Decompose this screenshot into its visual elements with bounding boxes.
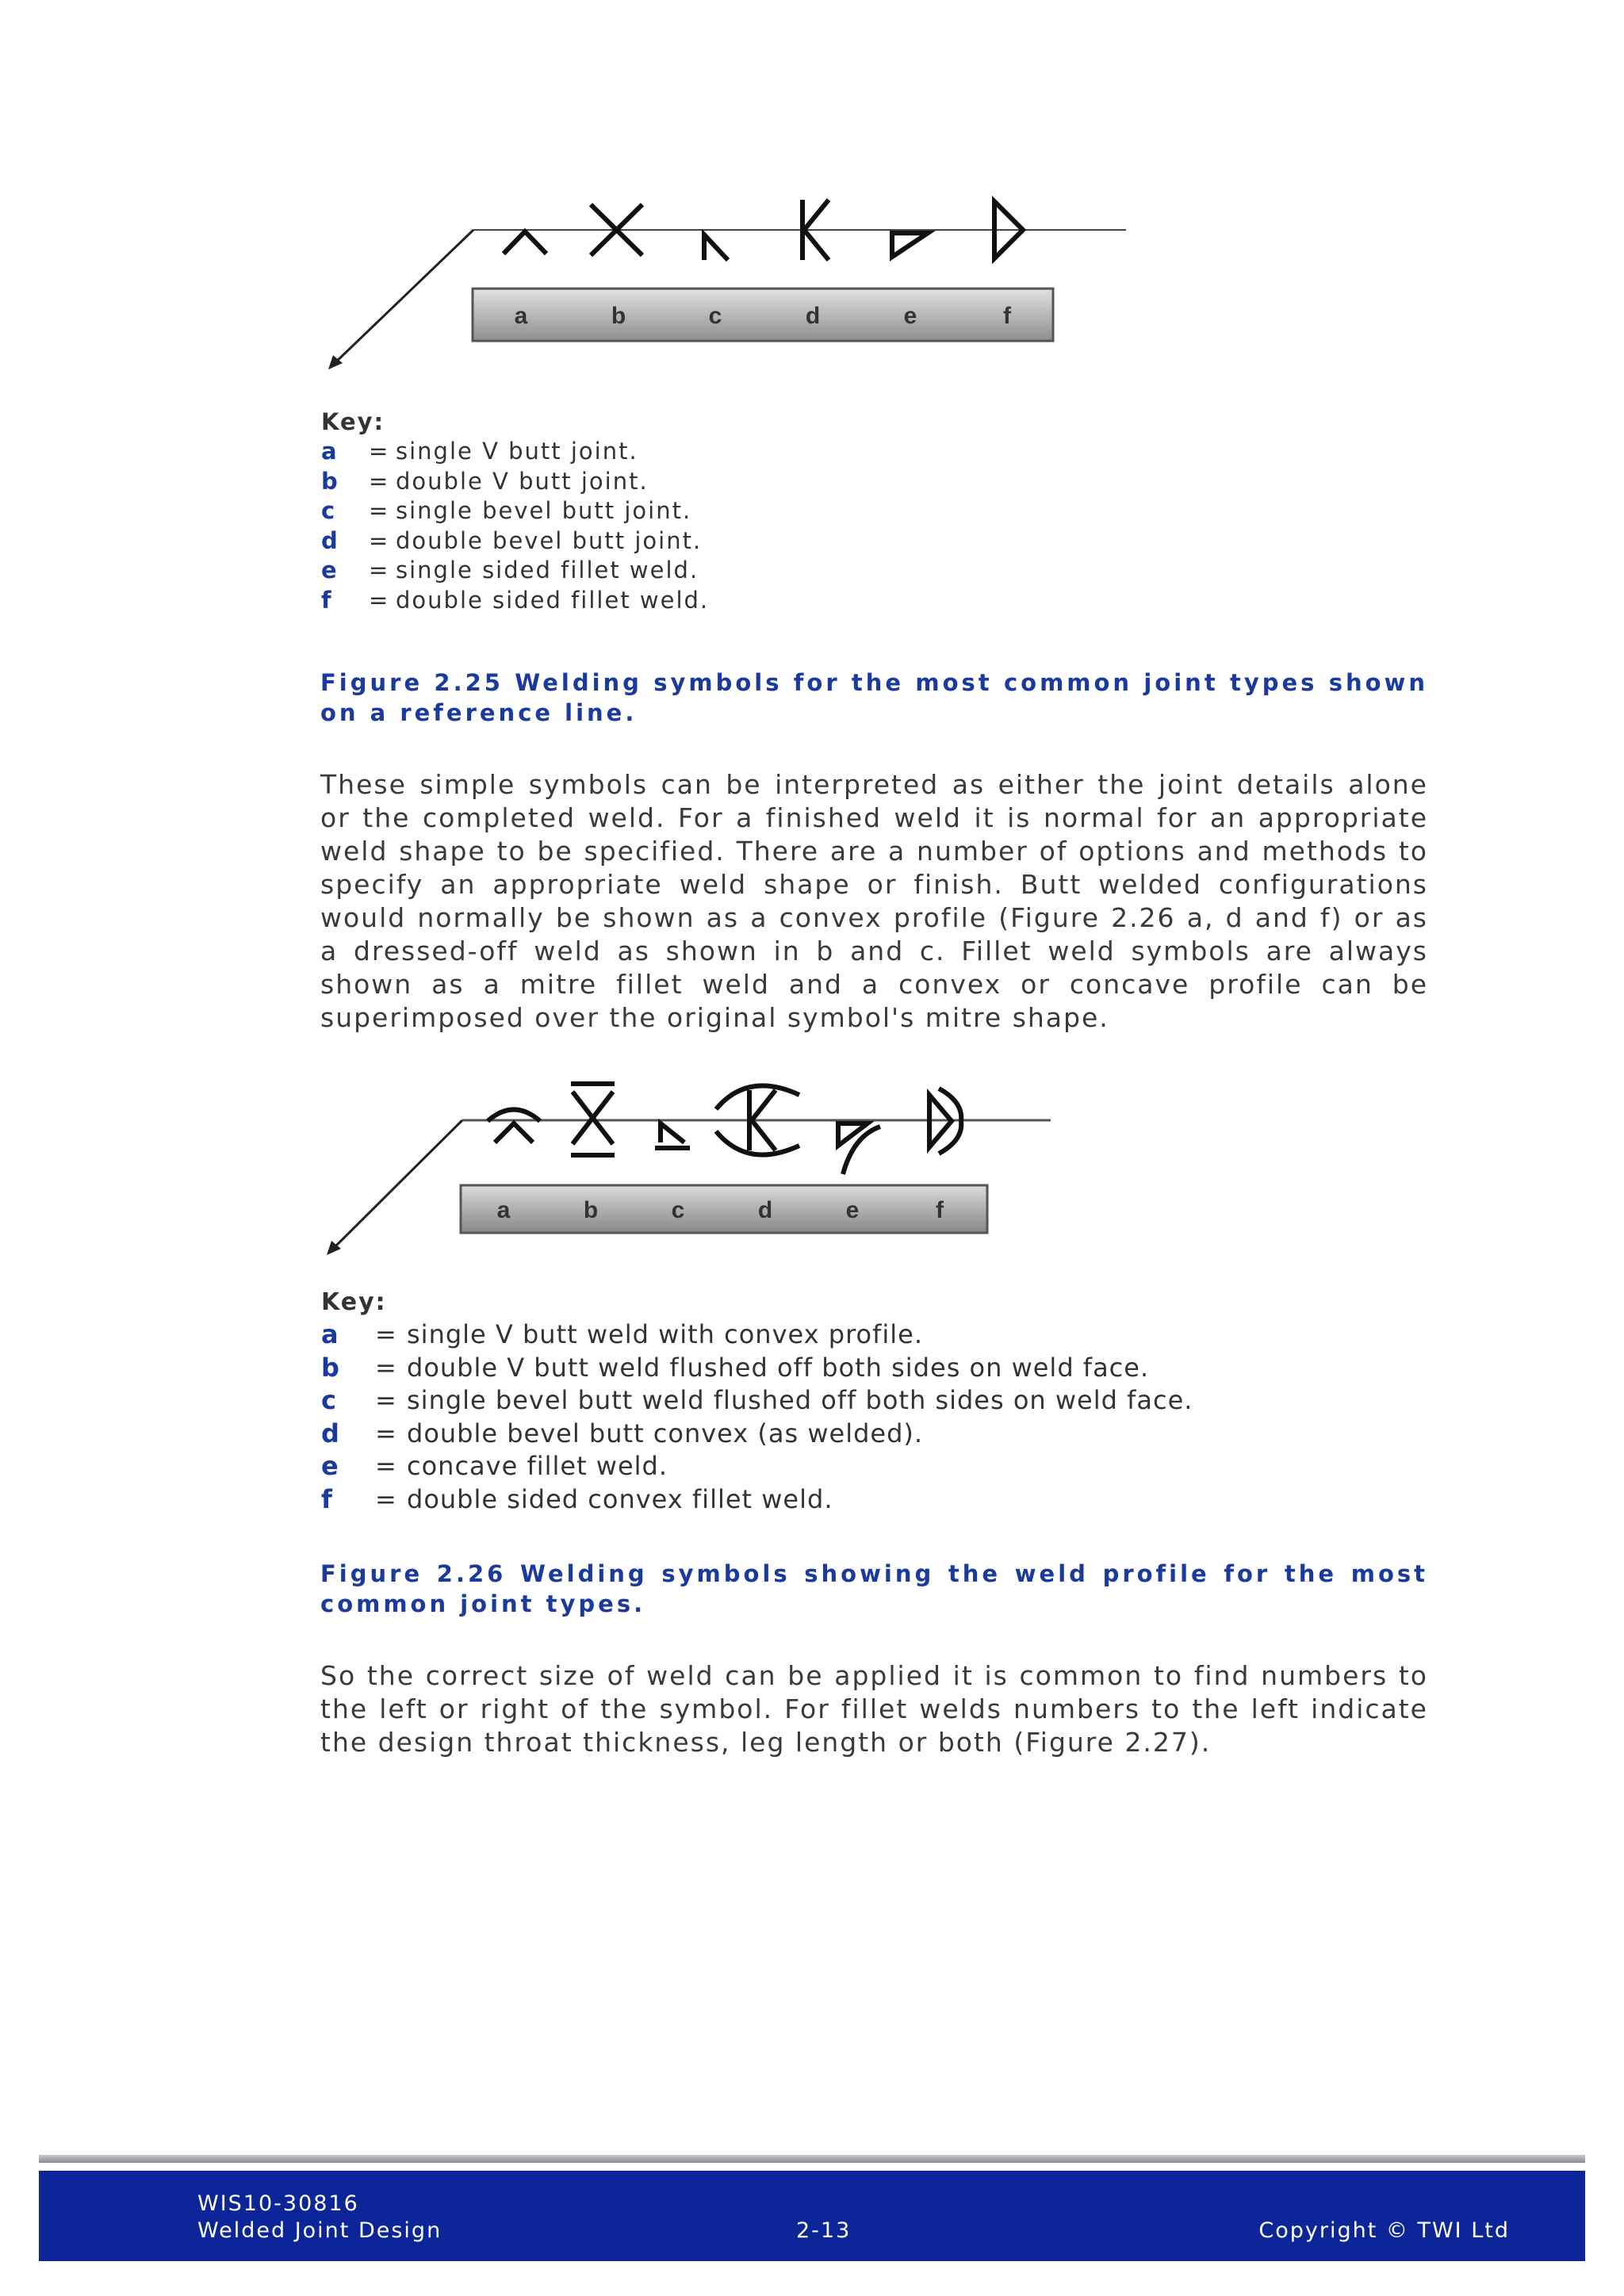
footer-doc-code: WIS10-30816	[197, 2191, 359, 2216]
key-item	[321, 437, 709, 467]
strip-label: a	[496, 1197, 511, 1223]
page-footer	[39, 2171, 1585, 2261]
figure-caption: Figure 2.25 Welding symbols for the most common joint types shown on a reference line.	[320, 669, 1428, 726]
key-equals: =	[369, 586, 390, 614]
footer-rule	[39, 2155, 1585, 2163]
figure-2-25-diagram	[317, 182, 1142, 388]
key-letter: f	[321, 586, 333, 614]
key-item	[321, 467, 709, 497]
key-list	[321, 437, 709, 615]
strip-label: d	[805, 303, 821, 329]
key-equals: =	[369, 438, 390, 465]
key-item	[321, 1384, 1193, 1418]
key-letter: d	[321, 1418, 340, 1448]
body-paragraph: So the correct size of weld can be applied it is common to find numbers to the left or right of the symbol. For fillet welds numbers to the left indicate the design throat thickness, leg length or both (Figure 2.27).	[320, 1660, 1428, 1758]
strip-label: c	[671, 1197, 685, 1223]
figure-caption: Figure 2.26 Welding symbols showing the weld profile for the most common joint types.	[320, 1560, 1428, 1617]
key-equals: =	[375, 1319, 397, 1349]
single-fillet-symbol	[892, 233, 928, 257]
key-letter: c	[321, 497, 337, 524]
label-strip	[461, 1185, 987, 1233]
single-bevel-butt-symbol	[704, 235, 728, 260]
key-letter: b	[321, 1352, 340, 1383]
key-description: double sided convex fillet weld.	[407, 1483, 833, 1514]
key-item	[321, 586, 709, 616]
key-item	[321, 1483, 1193, 1517]
strip-label: c	[708, 303, 722, 329]
key-description: double bevel butt convex (as welded).	[407, 1418, 924, 1448]
body-paragraph: These simple symbols can be interpreted as either the joint details alone or the completed weld. For a finished weld it is normal for an appropriate weld shape to be specified. There are a number of options and methods to specify an appropriate weld shape or finish. Butt welded configurations would normally be shown as a convex profile (Figure 2.26 a, d and f) or as a dressed-off weld as shown in b and c. Fillet weld symbols are always shown as a mitre fillet weld and a convex or concave profile can be superimposed over the original symbol's mitre shape.	[320, 769, 1428, 1033]
strip-label: e	[845, 1197, 860, 1223]
strip-label: e	[903, 303, 917, 329]
key-equals: =	[375, 1352, 397, 1383]
strip-label: f	[1003, 303, 1011, 329]
key-letter: d	[321, 526, 339, 554]
key-item	[321, 1352, 1193, 1385]
key-description: single bevel butt weld flushed off both sides on weld face.	[407, 1385, 1193, 1415]
figure-2-26-diagram	[317, 1066, 1078, 1265]
key-description: double sided fillet weld.	[396, 586, 710, 614]
key-description: double V butt weld flushed off both sides on weld face.	[407, 1352, 1150, 1383]
strip-label: f	[936, 1197, 944, 1223]
key-equals: =	[375, 1385, 397, 1415]
key-letter: a	[321, 1319, 339, 1349]
key-equals: =	[369, 526, 390, 554]
key-letter: c	[321, 1385, 337, 1415]
key-letter: a	[321, 438, 339, 465]
key-equals: =	[375, 1451, 397, 1481]
key-list	[321, 1318, 1193, 1516]
key-description: concave fillet weld.	[407, 1451, 668, 1481]
footer-page-number: 2-13	[796, 2218, 852, 2243]
single-v-butt-symbol	[504, 232, 546, 254]
single-bevel-flush-symbol	[655, 1123, 690, 1148]
key-equals: =	[375, 1483, 397, 1514]
key-description: single V butt weld with convex profile.	[407, 1319, 923, 1349]
key-item	[321, 1318, 1193, 1352]
key-letter: e	[321, 1451, 339, 1481]
key-equals: =	[375, 1418, 397, 1448]
key-item	[321, 1450, 1193, 1483]
key-description: double bevel butt joint.	[396, 526, 703, 554]
key-equals: =	[369, 467, 390, 495]
strip-label: b	[583, 1197, 599, 1223]
key-item	[321, 496, 709, 526]
strip-label: d	[757, 1197, 773, 1223]
key-equals: =	[369, 497, 390, 524]
key-description: single V butt joint.	[396, 438, 638, 465]
key-item	[321, 1418, 1193, 1451]
key-item	[321, 526, 709, 557]
footer-doc-title: Welded Joint Design	[197, 2218, 442, 2243]
key-description: double V butt joint.	[396, 467, 649, 495]
label-strip	[473, 289, 1053, 341]
single-v-convex-symbol	[488, 1110, 540, 1143]
key-title: Key:	[321, 1288, 387, 1316]
key-letter: e	[321, 557, 339, 584]
key-equals: =	[369, 557, 390, 584]
strip-label: b	[611, 303, 626, 329]
key-description: single sided fillet weld.	[396, 557, 699, 584]
footer-copyright: Copyright © TWI Ltd	[1258, 2218, 1510, 2243]
key-letter: f	[321, 1483, 333, 1514]
concave-fillet-symbol	[838, 1123, 880, 1174]
key-description: single bevel butt joint.	[396, 497, 692, 524]
strip-label: a	[514, 303, 528, 329]
key-title: Key:	[321, 408, 385, 435]
key-letter: b	[321, 467, 339, 495]
key-item	[321, 556, 709, 586]
